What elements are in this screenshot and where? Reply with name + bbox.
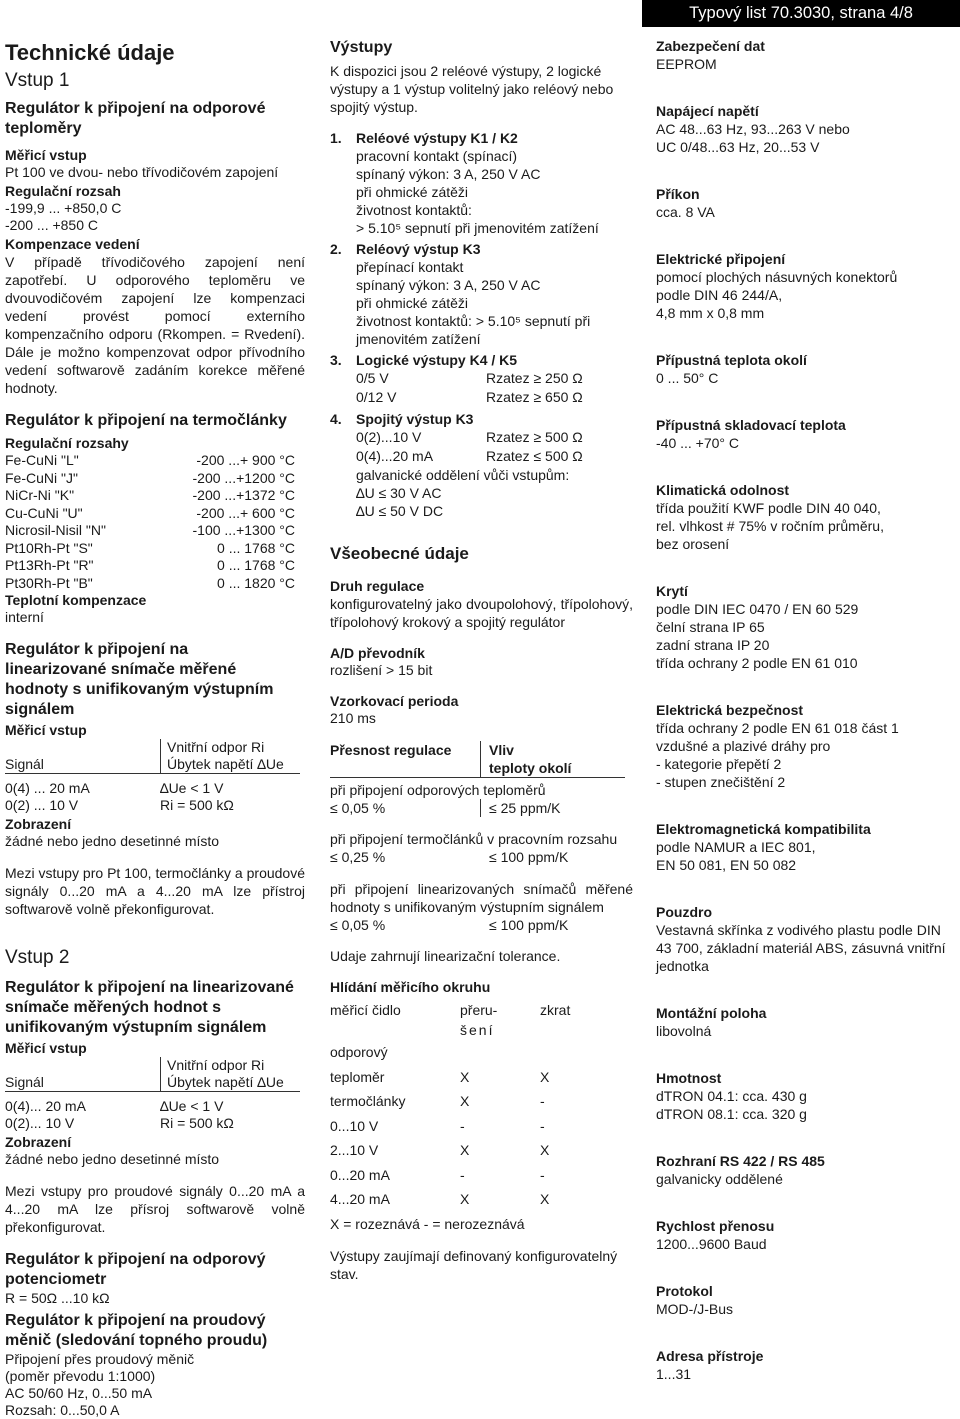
output4-row2-b: Rzatez ≤ 500 Ω: [486, 448, 583, 464]
monitor-h-sensor: měřicí čidlo: [330, 1002, 401, 1018]
output4-row1-b: Rzatez ≥ 500 Ω: [486, 429, 583, 445]
monitor-cell-a: termočlánky: [330, 1093, 406, 1110]
spec-label: Adresa přístroje: [656, 1348, 764, 1364]
output4-l2: ∆U ≤ 30 V AC: [356, 485, 442, 501]
spec-label: Napájecí napětí: [656, 103, 759, 119]
lin2-display-label: Zobrazení: [5, 1134, 72, 1150]
monitor-cell-b: -: [460, 1166, 465, 1183]
lin2-row2-b: Ri = 500 kΩ: [160, 1115, 234, 1131]
output4-heading: [330, 411, 633, 428]
tc-ranges-label: Regulační rozsahy: [5, 435, 129, 451]
column-outputs-general: [330, 38, 633, 1283]
lin2-hdr-ue: Úbytek napětí ∆Ue: [167, 1074, 284, 1090]
accuracy-r2-b: ≤ 100 ppm/K: [489, 849, 569, 865]
lin-row2-b: Ri = 500 kΩ: [160, 797, 234, 813]
ct-line3: AC 50/60 Hz, 0...50 mA: [5, 1385, 153, 1401]
spec-line: 4,8 mm x 0,8 mm: [656, 305, 765, 321]
monitor-legend: X = rozeznává - = nerozeznává: [330, 1215, 525, 1232]
output3-row1-a: 0/5 V: [356, 370, 389, 386]
spec-line: UC 0/48...63 Hz, 20...53 V: [656, 139, 820, 155]
output2-l2: spínaný výkon: 3 A, 250 V AC: [356, 277, 541, 293]
monitor-cell-b: X: [460, 1142, 470, 1159]
monitor-note: Výstupy zaujímají definovaný konfigurovatelný stav.: [330, 1247, 618, 1282]
tc-range: -200 ...+1200 °C: [192, 469, 295, 486]
output2-title: Reléový výstup K3: [356, 241, 481, 257]
output1-l3: při ohmické zátěži: [356, 184, 469, 200]
tc-row: [5, 557, 295, 575]
monitor-cell-c: -: [540, 1093, 545, 1110]
monitor-cell-a: odporový: [330, 1044, 388, 1061]
lin-row1-a: 0(4) ... 20 mA: [5, 780, 90, 796]
spec-section: [656, 417, 956, 452]
tc-range: 0 ... 1768 °C: [217, 557, 295, 573]
spec-section: [656, 186, 956, 221]
output1-heading: [330, 130, 633, 147]
accuracy-label: Přesnost regulace: [330, 742, 452, 758]
tc-name: Pt30Rh-Pt "B": [5, 574, 93, 591]
monitor-cell-c: -: [540, 1117, 545, 1134]
tc-range: 0 ... 1768 °C: [217, 539, 295, 556]
accuracy-header: [330, 741, 625, 778]
spec-line: pomocí plochých násuvných konektorů: [656, 269, 898, 285]
tc-ranges-table: [5, 452, 295, 592]
sample-text: 210 ms: [330, 710, 376, 726]
accuracy-r3-a: ≤ 0,05 %: [330, 917, 386, 933]
tc-comp-text: interní: [5, 609, 44, 625]
spec-line: třída ochrany 2 podle EN 61 018 část 1: [656, 720, 899, 736]
output4-row2-a: 0(4)...20 mA: [356, 448, 434, 464]
lin-display-label: Zobrazení: [5, 816, 72, 832]
lin2-signal-label: Signál: [5, 1074, 44, 1090]
spec-line: libovolná: [656, 1023, 712, 1039]
spec-line: třída použití KWF podle DIN 40 040,: [656, 500, 881, 516]
monitor-h-short: zkrat: [540, 1002, 571, 1018]
lin2-row1-b: ∆Ue < 1 V: [160, 1098, 224, 1114]
output4-l1: galvanické oddělení vůči vstupům:: [356, 467, 570, 483]
accuracy-r2-a: ≤ 0,25 %: [330, 849, 386, 865]
monitor-row: [330, 1114, 620, 1139]
spec-line: -40 ... +70° C: [656, 435, 740, 451]
output1-title: Reléové výstupy K1 / K2: [356, 130, 518, 146]
accuracy-r1-a: ≤ 0,05 %: [330, 800, 386, 816]
output4-row1-a: 0(2)...10 V: [356, 429, 422, 445]
monitor-h-break-2: šení: [460, 1022, 495, 1038]
output1-l1: pracovní kontakt (spínací): [356, 148, 518, 164]
spec-section: [656, 583, 956, 672]
monitor-cell-c: X: [540, 1191, 550, 1208]
monitor-cell-a: 0...20 mA: [330, 1166, 390, 1183]
rtd-range-2: -200 ... +850 C: [5, 217, 99, 233]
tc-range: -200 ...+ 900 °C: [196, 452, 295, 468]
lin-hdr-ue: Úbytek napětí ∆Ue: [167, 756, 284, 772]
accuracy-r1: [330, 799, 633, 817]
spec-label: Přípustná teplota okolí: [656, 352, 807, 368]
output3-row2-a: 0/12 V: [356, 389, 397, 405]
tc-name: NiCr-Ni "K": [5, 487, 75, 503]
tc-name: Fe-CuNi "J": [5, 469, 78, 486]
top-bar: [0, 0, 960, 27]
lin2-hdr-ri: Vnitřní odpor Ri: [167, 1057, 265, 1073]
tc-range: -200 ...+1372 °C: [192, 487, 295, 503]
spec-line: - kategorie přepětí 2: [656, 756, 782, 772]
spec-line: EEPROM: [656, 56, 717, 72]
rtd-comp-text: V případě třívodičového zapojení není zapotřebí. U odporového teploměru ve dvouvodičovém zapojení lze kompenzaci vedení provést pomocí externího kompenzačního odporu (Rkompen. = Rvedení). Dále je možno kompenzovat odpor přívodního vedení softwarově zadáním korekce měřené hodnoty.: [5, 254, 305, 396]
input2-title: Vstup 2: [5, 947, 70, 968]
spec-label: Rychlost přenosu: [656, 1218, 775, 1234]
spec-line: - stupen znečištění 2: [656, 774, 786, 790]
spec-line: vzdušné a plazivé dráhy pro: [656, 738, 831, 754]
spec-line: dTRON 08.1: cca. 320 g: [656, 1106, 807, 1122]
monitor-row: [330, 1065, 620, 1090]
column-input-specs: [5, 38, 305, 1419]
tc-row: [5, 505, 295, 523]
output1-num: 1.: [330, 130, 342, 146]
tc-range: 0 ... 1820 °C: [217, 574, 295, 591]
accuracy-r3-b: ≤ 100 ppm/K: [489, 917, 569, 933]
tc-row: [5, 452, 295, 470]
spec-label: Elektrická bezpečnost: [656, 702, 804, 718]
spec-section: [656, 1348, 956, 1383]
spec-line: MOD-/J-Bus: [656, 1301, 733, 1317]
output2-l3: při ohmické zátěži: [356, 295, 469, 311]
lin2-row2-a: 0(2)... 10 V: [5, 1115, 75, 1131]
ct-line4: Rozsah: 0...50,0 A: [5, 1402, 120, 1418]
ct-title: Regulátor k připojení na proudový měnič (sledování topného proudu): [5, 1312, 268, 1349]
spec-section: [656, 1153, 956, 1188]
output3-row1: [330, 369, 633, 388]
spec-label: Elektrické připojení: [656, 251, 786, 267]
lin-measure-label: Měřicí vstup: [5, 722, 87, 738]
tc-row: [5, 522, 295, 540]
accuracy-r1-text: při připojení odporových teploměrů: [330, 782, 546, 798]
monitor-cell-a: 2...10 V: [330, 1142, 379, 1159]
input1-title: Vstup 1: [5, 70, 70, 91]
lin-display-text: žádné nebo jedno desetinné místo: [5, 833, 220, 849]
output3-row1-b: Rzatez ≥ 250 Ω: [486, 370, 583, 386]
spec-label: Krytí: [656, 583, 688, 599]
spec-line: galvanicky oddělené: [656, 1171, 783, 1187]
output4-num: 4.: [330, 411, 342, 427]
spec-line: rel. vlhkost # 75% v ročním průměru,: [656, 518, 884, 534]
output3-row2-b: Rzatez ≥ 650 Ω: [486, 389, 583, 405]
output2-num: 2.: [330, 241, 342, 257]
lin2-measure-label: Měřicí vstup: [5, 1040, 87, 1056]
accuracy-r3-text: při připojení linearizovaných snímačů měřené hodnoty s unifikovaným výstupním signálem: [330, 881, 633, 915]
spec-line: 0 ... 50° C: [656, 370, 719, 386]
output4-l3: ∆U ≤ 50 V DC: [356, 503, 444, 519]
monitor-row: [330, 1089, 620, 1114]
accuracy-infl-1: Vliv: [489, 742, 514, 758]
output4-row1: [330, 428, 633, 447]
spec-line: zadní strana IP 20: [656, 637, 770, 653]
lin2-note: Mezi vstupy pro proudové signály 0...20 mA a 4...20 mA lze přísroj softwarově volně překonfigurovat.: [5, 1183, 305, 1235]
ad-label: A/D převodník: [330, 645, 425, 661]
spec-line: bez orosení: [656, 536, 730, 552]
monitor-table: [330, 1000, 620, 1212]
tc-name: Nicrosil-Nisil "N": [5, 522, 106, 538]
spec-label: Přípustná skladovací teplota: [656, 417, 846, 433]
ctrl-label: Druh regulace: [330, 578, 425, 594]
output4-title: Spojitý výstup K3: [356, 411, 474, 427]
monitor-cell-b: X: [460, 1191, 470, 1208]
output3-row2: [330, 388, 633, 407]
spec-section: [656, 103, 956, 156]
lin-row2-a: 0(2) ... 10 V: [5, 797, 79, 813]
ctrl-text: konfigurovatelný jako dvoupolohový, třípolohový, třípolohový krokový a spojitý regulátor: [330, 596, 633, 630]
lin2-row1-a: 0(4)... 20 mA: [5, 1098, 86, 1114]
spec-line: 1...31: [656, 1366, 692, 1382]
accuracy-infl-2: teploty okolí: [489, 760, 572, 776]
lin-signal-label: Signál: [5, 756, 44, 772]
monitor-h-break: přeru-: [460, 1002, 498, 1018]
rtd-range-label: Regulační rozsah: [5, 183, 121, 199]
lin-hdr-ri: Vnitřní odpor Ri: [167, 739, 265, 755]
accuracy-note: Udaje zahrnují linearizační tolerance.: [330, 948, 561, 964]
output1-l4: životnost kontaktů:: [356, 202, 472, 218]
accuracy-r3: [330, 916, 633, 934]
output3-heading: [330, 352, 633, 369]
spec-section: [656, 251, 956, 322]
lin2-display-text: žádné nebo jedno desetinné místo: [5, 1151, 220, 1167]
spec-line: Vestavná skřínka z vodivého plastu podle DIN 43 700, základní materiál ABS, zásuvná vnitřní jednotka: [656, 922, 946, 974]
spec-section: [656, 482, 956, 553]
output2-l1: přepínací kontakt: [356, 259, 464, 275]
spec-label: Zabezpečení dat: [656, 38, 765, 54]
accuracy-r2: [330, 848, 633, 866]
output2-l4: životnost kontaktů: > 5.10⁵ sepnutí při jmenovitém zatížení: [356, 313, 591, 347]
tc-row: [5, 487, 295, 505]
ad-text: rozlišení > 15 bit: [330, 662, 433, 678]
lin-signal-table: [5, 739, 300, 814]
rtd-comp-label: Kompenzace vedení: [5, 236, 140, 252]
ct-line1: Připojení přes proudový měnič: [5, 1351, 195, 1367]
monitor-cell-b: -: [460, 1117, 465, 1134]
spec-line: podle DIN IEC 0470 / EN 60 529: [656, 601, 859, 617]
lin2-signal-table: [5, 1057, 300, 1132]
column-general-specs: [656, 38, 956, 1413]
monitor-row: [330, 1040, 620, 1065]
general-title: Všeobecné údaje: [330, 544, 469, 563]
accuracy-r1-b: ≤ 25 ppm/K: [480, 799, 561, 817]
spec-label: Klimatická odolnost: [656, 482, 790, 498]
ct-line2: (poměr převodu 1:1000): [5, 1368, 156, 1384]
spec-line: třída ochrany 2 podle EN 61 010: [656, 655, 858, 671]
spec-section: [656, 1283, 956, 1318]
spec-label: Příkon: [656, 186, 700, 202]
spec-line: podle DIN 46 244/A,: [656, 287, 783, 303]
page-title: Technické údaje: [5, 40, 175, 65]
lin-note: Mezi vstupy pro Pt 100, termočlánky a proudové signály 0...20 mA a 4...20 mA lze přístroj softwarově volně překonfigurovat.: [5, 865, 305, 917]
monitor-cell-c: -: [540, 1166, 545, 1183]
output4-row2: [330, 447, 633, 466]
monitor-cell-c: X: [540, 1068, 550, 1085]
output1-l5: > 5.10⁵ sepnutí při jmenovitém zatížení: [356, 220, 599, 236]
tc-range: -100 ...+1300 °C: [192, 522, 295, 538]
output3-num: 3.: [330, 352, 342, 368]
spec-line: EN 50 081, EN 50 082: [656, 857, 797, 873]
rtd-title: Regulátor k připojení na odporové teploměry: [5, 100, 266, 137]
monitor-title: Hlídání měřicího okruhu: [330, 979, 491, 995]
spec-section: [656, 352, 956, 387]
spec-line: 1200...9600 Baud: [656, 1236, 767, 1252]
monitor-cell-a: 0...10 V: [330, 1117, 379, 1134]
monitor-cell-a: 4...20 mA: [330, 1191, 390, 1208]
outputs-intro: K dispozici jsou 2 reléové výstupy, 2 logické výstupy a 1 výstup volitelný jako reléový nebo spojitý výstup.: [330, 63, 614, 115]
output3-title: Logické výstupy K4 / K5: [356, 352, 518, 368]
accuracy-r2-text: při připojení termočlánků v pracovním rozsahu: [330, 831, 618, 847]
tc-row: [5, 470, 295, 488]
outputs-title: Výstupy: [330, 39, 393, 56]
monitor-cell-b: X: [460, 1093, 470, 1110]
tc-comp-label: Teplotní kompenzace: [5, 592, 147, 608]
spec-section: [656, 702, 956, 791]
spec-section: [656, 1005, 956, 1040]
monitor-cell-a: teploměr: [330, 1068, 385, 1085]
page-header-label: Typový list 70.3030, strana 4/8: [642, 0, 960, 27]
spec-line: cca. 8 VA: [656, 204, 715, 220]
monitor-cell-c: X: [540, 1142, 550, 1159]
monitor-row: [330, 1138, 620, 1163]
monitor-cell-b: X: [460, 1068, 470, 1085]
spec-line: podle NAMUR a IEC 801,: [656, 839, 816, 855]
monitor-row: [330, 1163, 620, 1188]
spec-section: [656, 821, 956, 874]
tc-title: Regulátor k připojení na termočlánky: [5, 412, 287, 429]
lin2-title: Regulátor k připojení na linearizované snímače měřených hodnot s unifikovaným výstupním signálem: [5, 979, 294, 1036]
tc-range: -200 ...+ 600 °C: [196, 504, 295, 521]
tc-name: Pt10Rh-Pt "S": [5, 539, 93, 556]
monitor-header: [330, 1000, 620, 1040]
spec-label: Rozhraní RS 422 / RS 485: [656, 1153, 825, 1169]
tc-name: Cu-CuNi "U": [5, 504, 83, 521]
spec-line: AC 48...63 Hz, 93...263 V nebo: [656, 121, 850, 137]
spec-label: Hmotnost: [656, 1070, 722, 1086]
spec-section: [656, 1218, 956, 1253]
tc-row: [5, 575, 295, 593]
spec-label: Pouzdro: [656, 904, 712, 920]
lin-title: Regulátor k připojení na linearizované snímače měřené hodnoty s unifikovaným výstupním signálem: [5, 641, 274, 718]
spec-label: Elektromagnetická kompatibilita: [656, 821, 871, 837]
spec-line: čelní strana IP 65: [656, 619, 765, 635]
pot-text: R = 50Ω ...10 kΩ: [5, 1290, 110, 1306]
sample-label: Vzorkovací perioda: [330, 693, 459, 709]
output2-heading: [330, 241, 633, 258]
spec-section: [656, 904, 956, 975]
spec-label: Montážní poloha: [656, 1005, 767, 1021]
output1-l2: spínaný výkon: 3 A, 250 V AC: [356, 166, 541, 182]
tc-row: [5, 540, 295, 558]
tc-name: Pt13Rh-Pt "R": [5, 557, 94, 573]
tc-name: Fe-CuNi "L": [5, 452, 79, 468]
rtd-measure-label: Měřicí vstup: [5, 147, 87, 163]
spec-line: dTRON 04.1: cca. 430 g: [656, 1088, 807, 1104]
monitor-row: [330, 1187, 620, 1212]
rtd-measure-text: Pt 100 ve dvou- nebo třívodičovém zapojení: [5, 164, 279, 180]
pot-title: Regulátor k připojení na odporový potenciometr: [5, 1251, 266, 1288]
rtd-range-1: -199,9 ... +850,0 C: [5, 200, 122, 216]
spec-label: Protokol: [656, 1283, 713, 1299]
spec-section: [656, 1070, 956, 1123]
spec-section: [656, 38, 956, 73]
lin-row1-b: ∆Ue < 1 V: [160, 780, 224, 796]
